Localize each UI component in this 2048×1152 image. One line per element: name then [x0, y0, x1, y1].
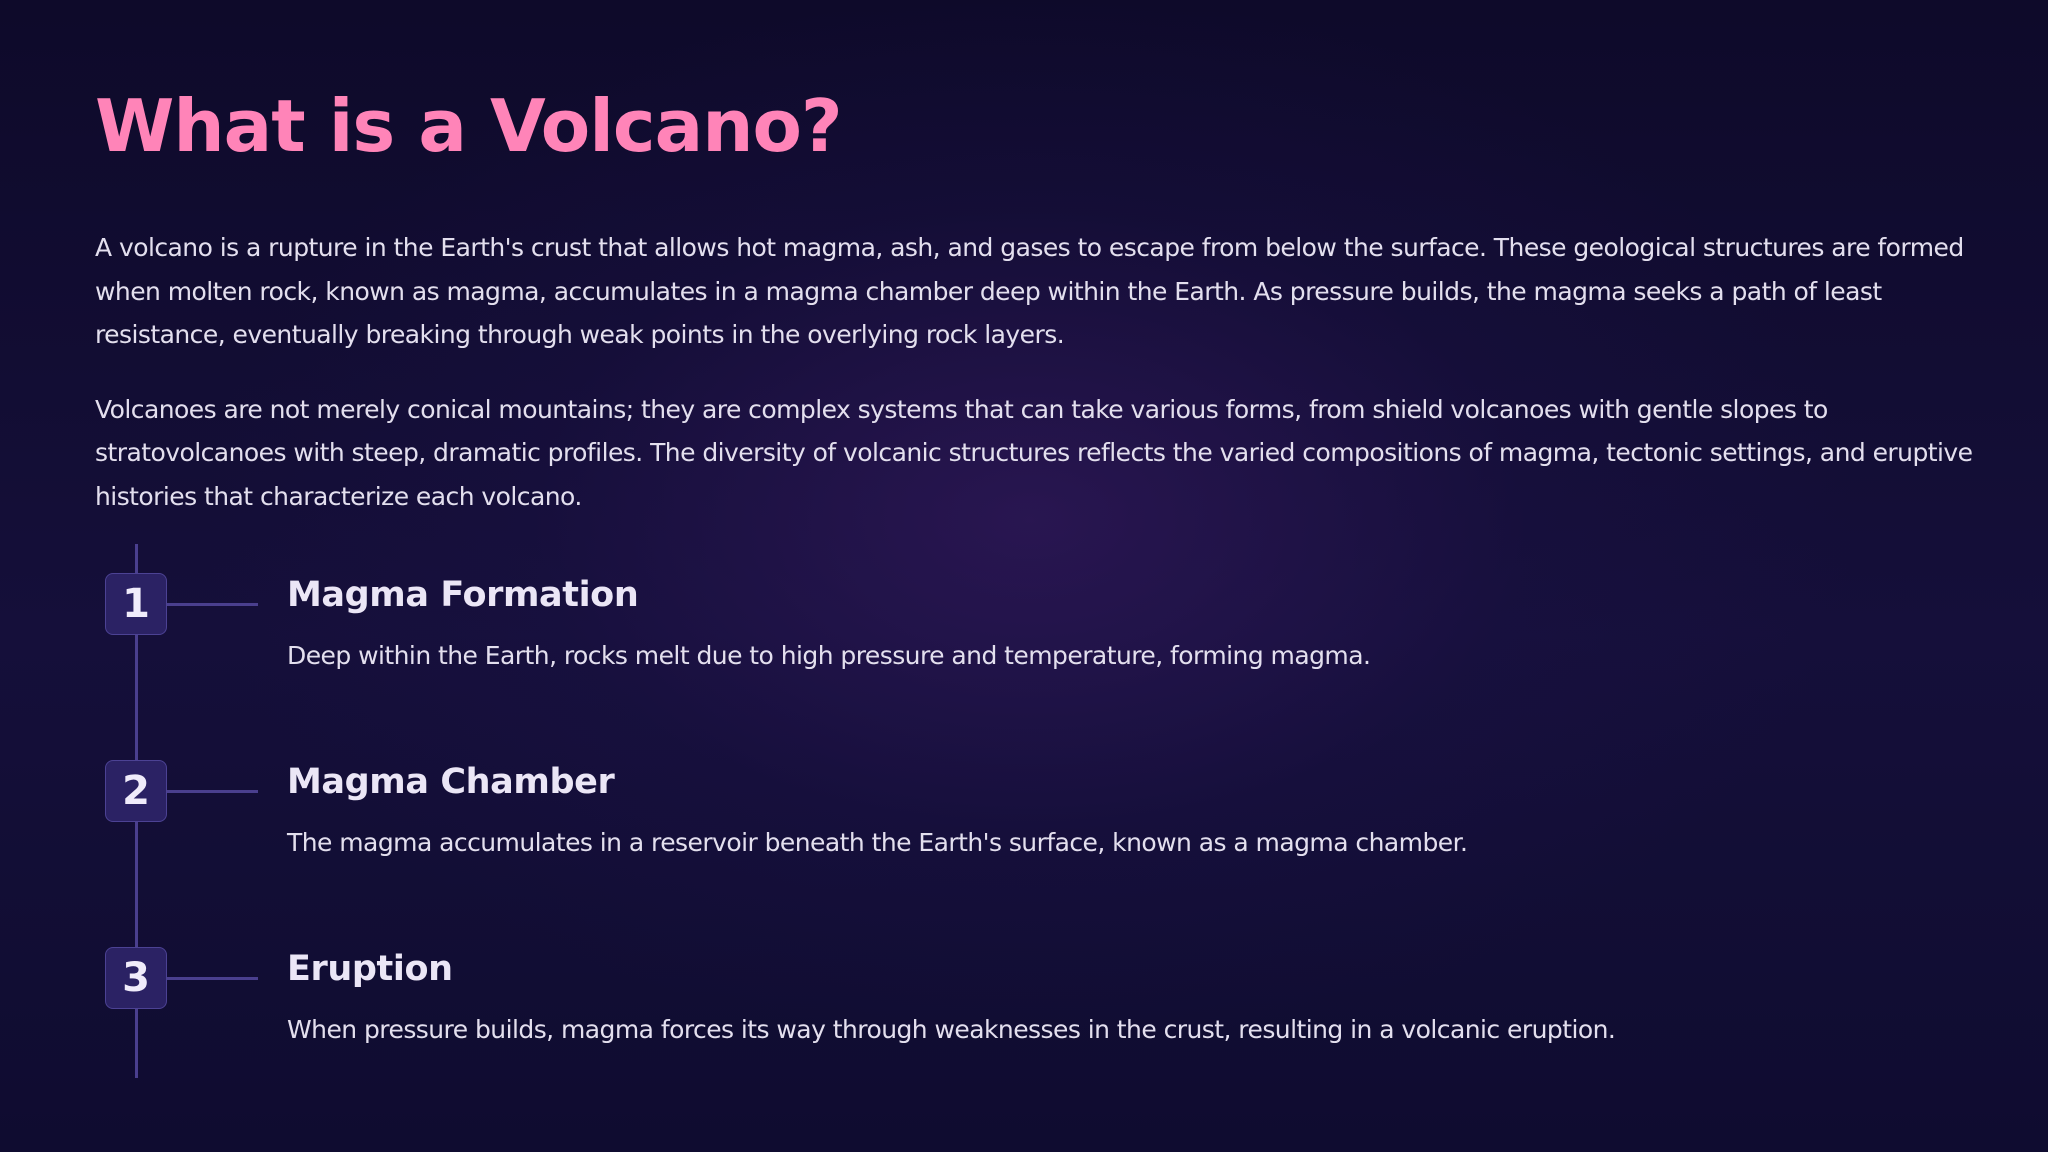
intro-paragraph-1: A volcano is a rupture in the Earth's crust that allows hot magma, ash, and gases to escape from below the surface. These geological structures are formed when molten rock, known as magma, accumulates in a magma chamber deep within the Earth. As pressure builds, the magma seeks a path of least resistance, eventually breaking through weak points in the overlying rock layers. — [95, 233, 1964, 349]
timeline-step-magma-formation — [95, 544, 1975, 684]
step-connector — [167, 790, 258, 793]
step-title: Magma Formation — [287, 575, 639, 615]
process-timeline — [95, 544, 1975, 1078]
step-connector — [167, 977, 258, 980]
timeline-step-magma-chamber — [95, 731, 1975, 871]
page-title: What is a Volcano? — [95, 84, 842, 168]
step-number-badge: 1 — [105, 573, 167, 635]
timeline-step-eruption — [95, 918, 1975, 1058]
step-title: Eruption — [287, 949, 453, 989]
step-description: The magma accumulates in a reservoir beneath the Earth's surface, known as a magma chamber. — [287, 828, 1468, 857]
step-number-badge: 3 — [105, 947, 167, 1009]
step-description: When pressure builds, magma forces its way through weaknesses in the crust, resulting in a volcanic eruption. — [287, 1015, 1616, 1044]
step-connector — [167, 603, 258, 606]
step-description: Deep within the Earth, rocks melt due to high pressure and temperature, forming magma. — [287, 641, 1371, 670]
intro-paragraph-2: Volcanoes are not merely conical mountains; they are complex systems that can take various forms, from shield volcanoes with gentle slopes to stratovolcanoes with steep, dramatic profiles. The diversity of volcanic structures reflects the varied compositions of magma, tectonic settings, and eruptive histories that characterize each volcano. — [95, 394, 1973, 511]
step-title: Magma Chamber — [287, 762, 615, 802]
intro-text — [95, 226, 1975, 549]
step-number-badge: 2 — [105, 760, 167, 822]
